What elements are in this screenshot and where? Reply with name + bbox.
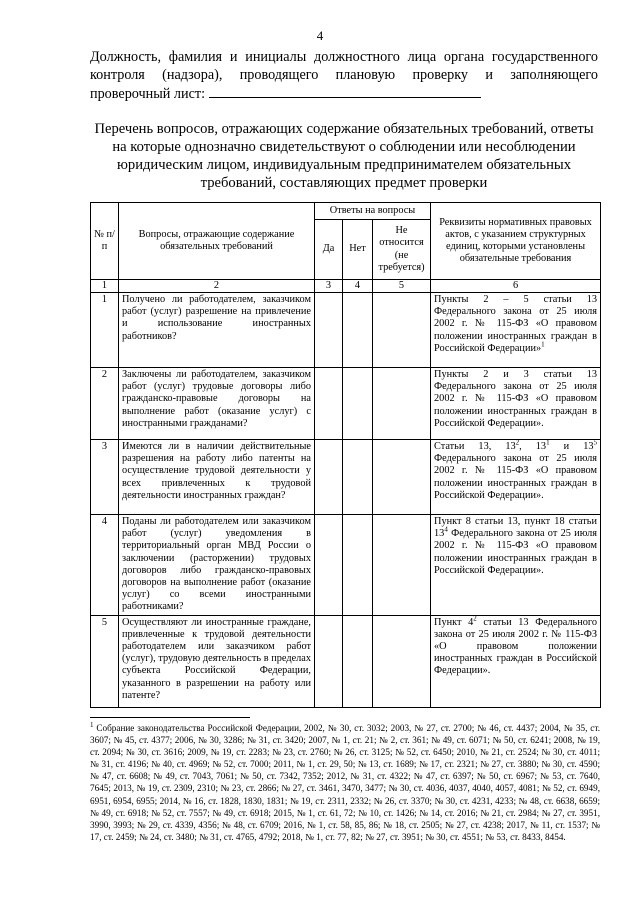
answer-no-cell[interactable] [343, 615, 373, 707]
column-number-row [91, 280, 601, 293]
answer-no-cell[interactable] [343, 440, 373, 515]
header-num: № п/п [91, 203, 119, 280]
table-row [91, 293, 601, 368]
checklist-table [90, 202, 601, 708]
column-number: 4 [343, 280, 373, 293]
footnote-text: Собрание законодательства Российской Федерации, 2002, № 30, ст. 3032; 2003, № 27, ст. 2700; № 46, ст. 4437; 2004, № 35, ст. 3607; № 45, ст. 4377; 2006, № 30, 3286; № 31, ст. 3420; 2007, № 1, ст. 21; № 2, ст. 361; № 49, ст. 6071; № 50, ст. 6241; 2008, № 19, ст. 2094; № 30, ст. 3616; 2009, № 19, ст. 2283; № 23, ст. 2760; № 26, ст. 3125; № 52, ст. 6450; 2010, № 21, ст. 2524; № 30, ст. 4011; № 31, ст. 4196; № 40, ст. 4969; № 52, ст. 7000; 2011, № 1, ст. 29, 50; № 13, ст. 1689; № 17, ст. 2321; № 27, ст. 3880; № 30, ст. 4590; № 47, ст. 6608; № 49, ст. 7043, 7061; № 50, ст. 7342, 7352; 2012, № 31, ст. 4322; № 47, ст. 6397; № 50, ст. 6967; № 53, ст. 7640, 7645; 2013, № 19, ст. 2309, 2310; № 23, ст. 2866; № 27, ст. 3461, 3470, 3477; № 30, ст. 4036, 4037, 4040, 4057, 4081; № 52, ст. 6949, 6951, 6954, 6955; 2014, № 16, ст. 1828, 1830, 1831; № 19, ст. 2311, 2332; № 26, ст. 3370; № 30, ст. 4231, 4233; № 48, ст. 6638, 6659; № 49, ст. 6918; № 52, ст. 7557; № 49, ст. 6918; 2015, № 1, ст. 61, 72; № 10, ст. 1426; № 14, ст. 2016; № 21, ст. 2984; № 27, ст. 3951, 3990, 3993; № 29, ст. 4339, 4356; № 48, ст. 6709; 2016, № 1, ст. 58, 85, 86; № 18, ст. 2505; № 27, ст. 4238; 2017, № 11, ст. 1537; № 17, ст. 2459; № 24, ст. 3480; № 31, ст. 4765, 4792; 2018, № 1, ст. 77, 82; № 27, ст. 3951; № 30, ст. 4551; № 53, ст. 8433, 8454. [90, 723, 600, 842]
table-row [91, 615, 601, 707]
answer-no-cell[interactable] [343, 515, 373, 616]
row-number: 1 [91, 293, 119, 368]
answer-not-applicable-cell[interactable] [373, 293, 431, 368]
requisites-text: Пункты 2 и 3 статьи 13 Федерального закона от 25 июля 2002 г. № 115-ФЗ «О правовом положении иностранных граждан в Российской Федерации». [431, 368, 601, 440]
requisites-part: , 13 [519, 441, 547, 452]
column-number: 2 [119, 280, 315, 293]
inspector-info-label [90, 48, 598, 103]
answer-not-applicable-cell[interactable] [373, 440, 431, 515]
footnote-mark: 1 [90, 720, 94, 729]
question-text: Осуществляют ли иностранные граждане, привлеченные к трудовой деятельности работодателем или заказчиком работ (услуг), трудовую деятельность в пределах субъекта Российской Федерации, указанного в разрешении на работу или патенте? [119, 615, 315, 707]
column-number: 5 [373, 280, 431, 293]
row-number: 2 [91, 368, 119, 440]
answer-not-applicable-cell[interactable] [373, 368, 431, 440]
question-text: Заключены ли работодателем, заказчиком работ (услуг) трудовые договоры либо гражданско-правовые договоры на выполнение работ (оказание услуг) с иностранными гражданами? [119, 368, 315, 440]
answer-yes-cell[interactable] [315, 368, 343, 440]
answer-yes-cell[interactable] [315, 515, 343, 616]
requisites-part: статьи 13 Федерального закона от 25 июля 2002 г. № 115-ФЗ «О правовом положении иностранных граждан в Российской Федерации». [434, 616, 598, 677]
column-number: 6 [431, 280, 601, 293]
row-number: 4 [91, 515, 119, 616]
footnote-divider [90, 717, 250, 718]
table-header-row [91, 203, 601, 220]
row-number: 3 [91, 440, 119, 515]
header-no: Нет [343, 220, 373, 280]
requisites-part: Федерального закона от 25 июля 2002 г. № 115-ФЗ «О правовом положении иностранных граждан в Российской Федерации». [434, 528, 598, 576]
table-row [91, 440, 601, 515]
footnote [90, 722, 600, 843]
requisites-part: Пункт 8 статьи 13, пункт 18 статьи 13 [434, 516, 598, 540]
requisites-text [431, 615, 601, 707]
answer-yes-cell[interactable] [315, 440, 343, 515]
header-requisites: Реквизиты нормативных правовых актов, с указанием структурных единиц, которыми установлены обязательные требования [431, 203, 601, 280]
inspector-info-text: Должность, фамилия и инициалы должностного лица органа государственного контроля (надзора), проводящего плановую проверку и заполняющего проверочный лист: [90, 49, 598, 102]
answer-not-applicable-cell[interactable] [373, 615, 431, 707]
article-superscript: 2 [515, 438, 520, 447]
header-questions: Вопросы, отражающие содержание обязательных требований [119, 203, 315, 280]
requisites-text [431, 293, 601, 368]
table-row [91, 515, 601, 616]
answer-yes-cell[interactable] [315, 293, 343, 368]
requisites-text [431, 515, 601, 616]
requisites-part: Пункт 4 [434, 616, 474, 628]
requisites-part: Статьи 13, 13 [434, 441, 516, 452]
inspector-name-blank-line [209, 84, 481, 98]
article-superscript: 1 [546, 438, 550, 447]
article-superscript: 5 [593, 438, 598, 447]
checklist-heading: Перечень вопросов, отражающих содержание обязательных требований, ответы на которые однозначно свидетельствуют о соблюдении или несоблюдении юридическим лицом, индивидуальным предпринимателем обязательных требований, составляющих предмет проверки [94, 121, 594, 191]
header-answers: Ответы на вопросы [315, 203, 431, 220]
question-text: Получено ли работодателем, заказчиком работ (услуг) разрешение на привлечение и использование иностранных работников? [119, 293, 315, 368]
article-superscript: 4 [444, 525, 448, 534]
header-not-applicable: Не относится (не требуется) [373, 220, 431, 280]
question-text: Имеются ли в наличии действительные разрешения на работу либо патенты на осуществление трудовой деятельности у всех привлеченных к трудовой деятельности иностранных граждан? [119, 440, 315, 515]
row-number: 5 [91, 615, 119, 707]
requisites-main: Пункты 2 – 5 статьи 13 Федерального закона от 25 июля 2002 г. № 115-ФЗ «О правовом положении иностранных граждан в Российской Федерации» [434, 294, 598, 354]
answer-no-cell[interactable] [343, 293, 373, 368]
column-number: 1 [91, 280, 119, 293]
footnote-ref: 1 [541, 340, 545, 349]
column-number: 3 [315, 280, 343, 293]
answer-no-cell[interactable] [343, 368, 373, 440]
article-superscript: 2 [473, 614, 477, 623]
answer-not-applicable-cell[interactable] [373, 515, 431, 616]
requisites-part: Федерального закона от 25 июля 2002 г. № 115-ФЗ «О правовом положении иностранных граждан в Российской Федерации». [434, 453, 598, 501]
page-number: 4 [316, 28, 324, 43]
table-row [91, 368, 601, 440]
requisites-part: и 13 [549, 441, 594, 452]
question-text: Поданы ли работодателем или заказчиком работ (услуг) уведомления в территориальный орган МВД России о заключении (расторжении) трудовых договоров либо гражданско-правовых договоров на выполнение работ (оказание услуг) со всеми иностранными работниками? [119, 515, 315, 616]
requisites-text [431, 440, 601, 515]
answer-yes-cell[interactable] [315, 615, 343, 707]
header-yes: Да [315, 220, 343, 280]
